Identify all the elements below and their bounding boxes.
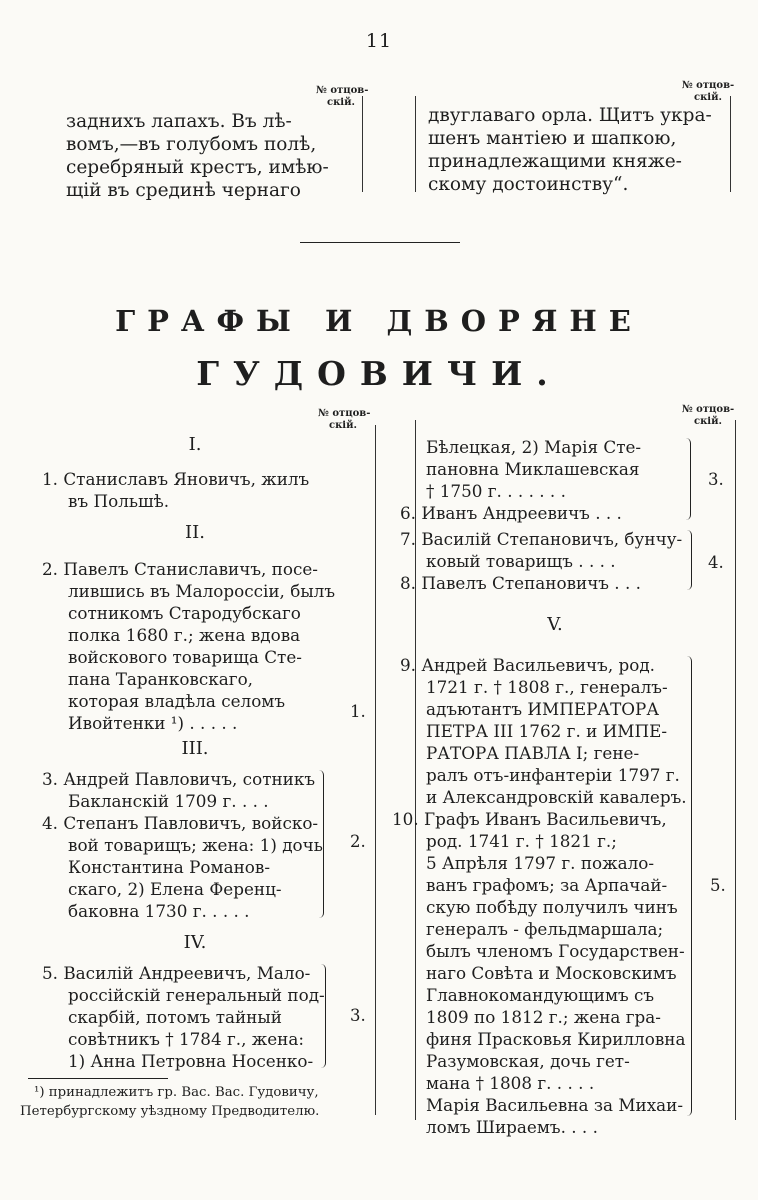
column-header-left: № отцов- скій.	[318, 408, 371, 431]
generation-5-heading: V.	[547, 614, 563, 635]
entry-5-ref: 3.	[350, 1006, 366, 1025]
entry-5: 5. Василій Андреевичъ, Мало- россійскій генеральный под- скарбій, потомъ тайный совѣтникъ † 1784 г., жена: 1) Анна Петровна Носенко-	[42, 963, 325, 1071]
generation-4-heading: IV.	[183, 932, 207, 953]
entries-3-4: 3. Андрей Павловичъ, сотникъ Бакланскій 1709 г. . . . 4. Степанъ Павловичъ, войско- вой товарищъ; жена: 1) дочь Константина Романов- скаго, 2) Елена Ференц- баковна 1730 г. . . . .	[42, 769, 323, 921]
brace-gen4-b	[686, 530, 692, 590]
top-right-text: двуглаваго орла. Щитъ укра- шенъ мантіею и шапкою, принадлежащими княже- скому достоинству“.	[428, 105, 712, 195]
column-header-left-top: № отцов- скій.	[316, 85, 369, 108]
entry-1: 1. Станиславъ Яновичъ, жилъ въ Польшѣ.	[42, 469, 310, 511]
generation-3-heading: III.	[181, 738, 209, 759]
entry-5-continued: Бѣлецкая, 2) Марія Сте- пановна Миклашевская † 1750 г. . . . . . . 6. Иванъ Андреевичъ . . .	[400, 437, 642, 523]
page-number: 11	[365, 30, 393, 52]
section-divider	[300, 242, 460, 243]
generation-2-heading: II.	[185, 522, 205, 543]
entry-2: 2. Павелъ Станиславичъ, посе- лившись въ Малороссіи, былъ сотникомъ Стародубскаго полка 1680 г.; жена вдова войскового товарища Сте- пана Таранковскаго, которая владѣла селомъ Ивойтенки ¹) . . . . .	[42, 559, 336, 733]
title-line-2: ГУДОВИЧИ.	[196, 354, 562, 393]
entries-9-10-ref: 5.	[710, 876, 726, 895]
entries-7-8: 7. Василій Степановичъ, бунчу- ковый товарищъ . . . . 8. Павелъ Степановичъ . . .	[400, 529, 683, 593]
entries-9-10: 9. Андрей Васильевичъ, род. 1721 г. † 1808 г., генералъ- адъютантъ ИМПЕРАТОРА ПЕТРА III 1762 г. и ИМПЕ- РАТОРА ПАВЛА I; гене- ралъ отъ-инфантеріи 1797 г. и Александровскій кавалеръ. 10. Графъ Иванъ Васильевичъ, род. 1741 г. † 1821 г.; 5 Апрѣля 1797 г. пожало- ванъ графомъ; за Арпачай- скую побѣду получилъ чинъ генералъ - фельдмаршала; былъ членомъ Государствен- наго Совѣта и Московскимъ Главнокомандующимъ съ 1809 по 1812 г.; жена гра- финя Прасковья Кирилловна Разумовская, дочь гет- мана † 1808 г. . . . . Марія Васильевна за Михаи- ломъ Шираемъ. . . .	[392, 655, 687, 1137]
title-line-1: ГРАФЫ И ДВОРЯНЕ	[115, 304, 643, 338]
brace-gen5	[686, 656, 692, 1116]
entries-7-8-ref: 4.	[708, 553, 724, 572]
footnote-rule	[28, 1078, 168, 1079]
column-header-right-top: № отцов- скій.	[681, 80, 735, 103]
column-rule-left-top	[362, 96, 363, 192]
entries-5-6-ref: 3.	[708, 470, 724, 489]
column-rule-center-top	[415, 96, 416, 192]
column-header-right: № отцов- скій.	[681, 404, 735, 427]
column-rule-left	[375, 425, 376, 1115]
footnote: ¹) принадлежитъ гр. Вас. Вас. Гудовичу, Петербургскому уѣздному Предводителю.	[20, 1085, 320, 1119]
column-rule-right	[735, 420, 736, 1120]
entries-3-4-ref: 2.	[350, 832, 366, 851]
top-left-text: заднихъ лапахъ. Въ лѣ- вомъ,—въ голубомъ полѣ, серебряный крестъ, имѣю- щій въ срединѣ чернаго	[66, 111, 329, 201]
entry-2-ref: 1.	[350, 702, 366, 721]
column-rule-right-top	[730, 96, 731, 192]
brace-gen4	[320, 964, 326, 1068]
generation-1-heading: I.	[188, 434, 202, 455]
brace-gen3	[318, 770, 324, 918]
brace-gen4-right	[685, 438, 691, 520]
